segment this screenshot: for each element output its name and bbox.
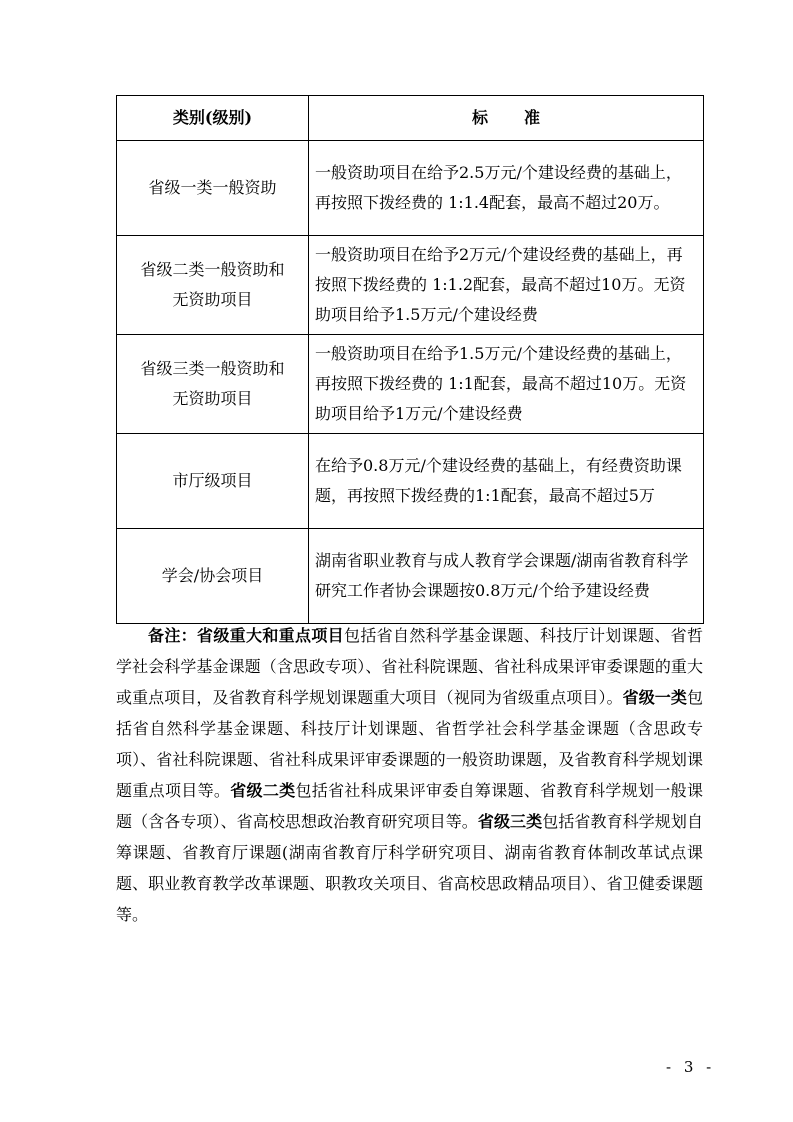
table-row xyxy=(117,434,704,529)
major-project-title: 省级重大和重点项目 xyxy=(197,626,344,645)
class3-text: 包括省教育科学规划自筹课题、省教育厅课题(湖南省教育厅科学研究项目、湖南省教育体制改革试点课题、职业教育教学改革课题、职教攻关项目、省高校思政精品项目）、省卫健委课题等。 xyxy=(116,812,703,924)
table-row xyxy=(117,141,704,236)
class1-text: 包括省自然科学基金课题、科技厅计划课题、省哲学社会科学基金课题（含思政专项）、省社科院课题、省社科成果评审委课题的一般资助课题，及省教育科学规划课题重点项目等。 xyxy=(116,688,703,800)
funding-standards-table xyxy=(116,95,704,624)
class1-title: 省级一类 xyxy=(622,688,687,707)
row-category: 省级三类一般资助和无资助项目 xyxy=(117,335,309,434)
row-standard: 一般资助项目在给予1.5万元/个建设经费的基础上，再按照下拨经费的 1:1配套，最高不超过10万。无资助项目给予1万元/个建设经费 xyxy=(309,335,704,434)
class3-title: 省级三类 xyxy=(477,812,543,831)
row-standard: 一般资助项目在给予2.5万元/个建设经费的基础上，再按照下拨经费的 1:1.4配套，最高不超过20万。 xyxy=(309,141,704,236)
table-row xyxy=(117,529,704,624)
row-category: 省级二类一般资助和无资助项目 xyxy=(117,236,309,335)
table-row xyxy=(117,335,704,434)
table-header-row xyxy=(117,96,704,141)
table-row xyxy=(117,236,704,335)
row-category: 省级一类一般资助 xyxy=(117,141,309,236)
class2-text: 包括省社科成果评审委自筹课题、省教育科学规划一般课题（含各专项）、省高校思想政治教育研究项目等。 xyxy=(116,781,703,831)
major-project-text: 包括省自然科学基金课题、科技厅计划课题、省哲学社会科学基金课题（含思政专项）、省社科院课题、省社科成果评审委课题的重大或重点项目，及省教育科学规划课题重大项目（视同为省级重点项目）。 xyxy=(116,626,703,707)
header-standard xyxy=(309,96,704,141)
header-standard-label: 标准 xyxy=(471,108,576,127)
row-standard: 湖南省职业教育与成人教育学会课题/湖南省教育科学研究工作者协会课题按0.8万元/个给予建设经费 xyxy=(309,529,704,624)
class2-title: 省级二类 xyxy=(230,781,296,800)
row-standard: 在给予0.8万元/个建设经费的基础上，有经费资助课题，再按照下拨经费的1:1配套，最高不超过5万 xyxy=(309,434,704,529)
page-number: - 3 - xyxy=(666,1058,716,1076)
header-category: 类别(级别) xyxy=(117,96,309,141)
row-standard: 一般资助项目在给予2万元/个建设经费的基础上，再按照下拨经费的 1:1.2配套，最高不超过10万。无资助项目给予1.5万元/个建设经费 xyxy=(309,236,704,335)
remarks-paragraph xyxy=(116,620,703,930)
row-category: 学会/协会项目 xyxy=(117,529,309,624)
row-category: 市厅级项目 xyxy=(117,434,309,529)
remarks-label: 备注： xyxy=(148,626,197,645)
